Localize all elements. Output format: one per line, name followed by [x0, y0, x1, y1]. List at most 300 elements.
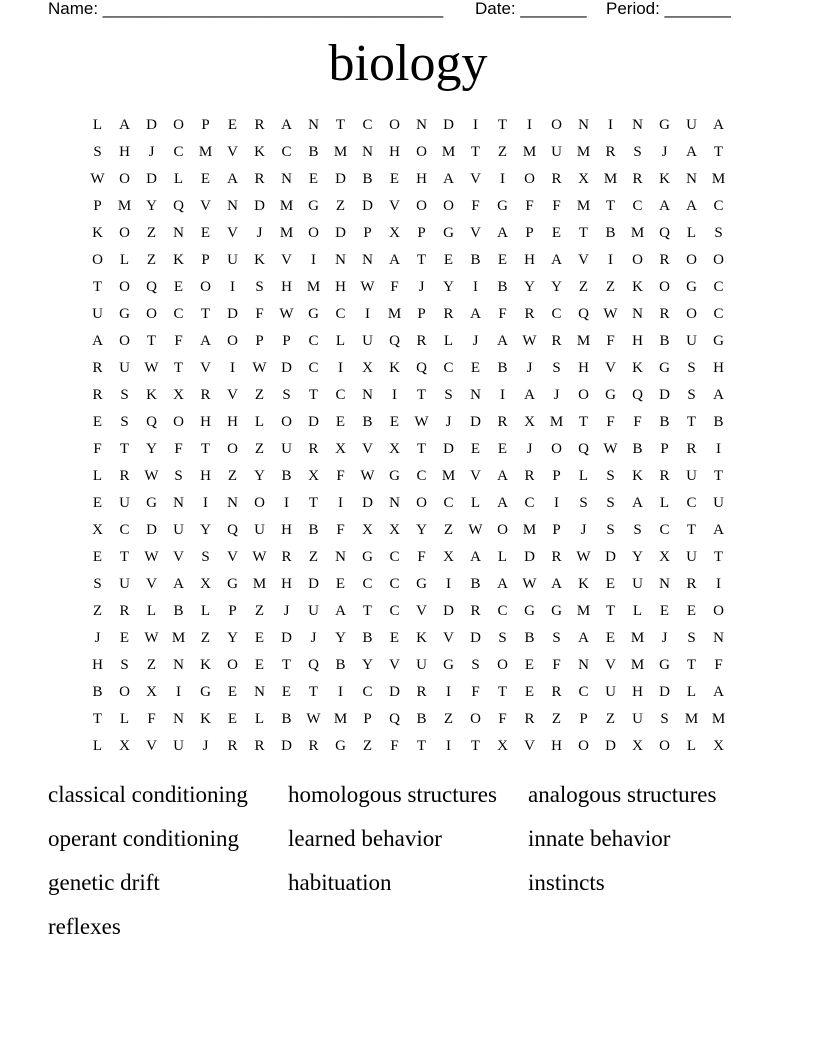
grid-letter: T — [119, 441, 130, 457]
grid-letter: Y — [443, 279, 454, 295]
grid-letter: S — [498, 630, 507, 646]
grid-letter: F — [174, 441, 183, 457]
grid-letter: O — [470, 711, 481, 727]
grid-letter: G — [659, 657, 670, 673]
grid-letter: L — [254, 414, 265, 430]
grid-letter: C — [308, 360, 319, 376]
grid-letter: S — [606, 522, 615, 538]
grid-letter: E — [605, 576, 616, 592]
grid-letter: B — [335, 657, 346, 673]
grid-row — [84, 681, 732, 708]
grid-letter: R — [119, 468, 130, 484]
grid-letter: Y — [200, 522, 211, 538]
word-bank-item: homologous structures — [288, 782, 497, 807]
grid-letter: F — [390, 279, 399, 295]
grid-letter: A — [389, 252, 400, 268]
grid-row — [84, 546, 732, 573]
grid-letter: L — [470, 495, 481, 511]
grid-letter: W — [576, 549, 591, 565]
grid-row — [84, 411, 732, 438]
grid-letter: O — [524, 171, 535, 187]
grid-letter: P — [93, 198, 102, 214]
grid-letter: N — [470, 387, 481, 403]
grid-letter: E — [470, 360, 481, 376]
grid-letter: P — [201, 252, 210, 268]
grid-letter: Z — [254, 603, 265, 619]
grid-letter: F — [471, 684, 480, 700]
grid-letter: V — [605, 360, 616, 376]
grid-letter: S — [471, 657, 480, 673]
page-title: biology — [328, 35, 488, 92]
grid-letter: L — [632, 603, 643, 619]
grid-letter: E — [335, 414, 346, 430]
grid-letter: D — [470, 414, 481, 430]
grid-letter: S — [687, 630, 696, 646]
grid-letter: I — [716, 576, 721, 592]
grid-letter: E — [524, 684, 535, 700]
grid-letter: J — [472, 333, 479, 349]
grid-letter: V — [524, 738, 535, 754]
grid-letter: B — [497, 360, 508, 376]
grid-letter: N — [227, 495, 238, 511]
grid-letter: D — [146, 171, 157, 187]
grid-letter: F — [552, 657, 561, 673]
grid-row — [84, 168, 732, 195]
grid-letter: Q — [389, 711, 400, 727]
grid-letter: Y — [632, 549, 643, 565]
grid-letter: P — [417, 225, 426, 241]
grid-letter: X — [389, 522, 400, 538]
grid-letter: P — [363, 711, 372, 727]
grid-letter: B — [659, 414, 670, 430]
grid-letter: E — [227, 711, 238, 727]
grid-letter: S — [174, 468, 183, 484]
grid-letter: K — [632, 279, 643, 295]
grid-letter: R — [659, 306, 670, 322]
grid-letter: D — [281, 738, 292, 754]
grid-letter: N — [578, 117, 589, 133]
grid-letter: B — [416, 711, 427, 727]
grid-letter: X — [659, 549, 670, 565]
grid-letter: N — [173, 711, 184, 727]
grid-letter: R — [308, 738, 319, 754]
grid-letter: W — [252, 360, 267, 376]
grid-letter: I — [473, 117, 478, 133]
grid-letter: F — [552, 198, 561, 214]
grid-letter: J — [445, 414, 452, 430]
grid-letter: B — [308, 522, 319, 538]
grid-letter: T — [200, 441, 211, 457]
grid-letter: W — [90, 171, 105, 187]
grid-letter: C — [416, 468, 427, 484]
grid-letter: R — [227, 738, 238, 754]
grid-letter: H — [551, 738, 562, 754]
grid-letter: Y — [362, 657, 373, 673]
grid-letter: C — [335, 306, 346, 322]
grid-letter: D — [659, 387, 670, 403]
grid-letter: C — [362, 576, 373, 592]
grid-row — [84, 222, 732, 249]
grid-letter: Y — [146, 441, 157, 457]
grid-letter: C — [443, 360, 454, 376]
grid-letter: C — [443, 495, 454, 511]
grid-letter: F — [417, 549, 426, 565]
grid-letter: V — [200, 360, 211, 376]
grid-letter: D — [308, 414, 319, 430]
grid-letter: A — [713, 522, 724, 538]
grid-letter: A — [497, 495, 508, 511]
grid-letter: J — [526, 360, 533, 376]
grid-letter: T — [119, 549, 130, 565]
grid-letter: N — [173, 657, 184, 673]
grid-letter: I — [446, 684, 451, 700]
grid-row — [84, 654, 732, 681]
grid-letter: Z — [254, 387, 265, 403]
grid-letter: H — [578, 360, 589, 376]
grid-letter: L — [119, 711, 130, 727]
grid-letter: S — [93, 144, 102, 160]
grid-letter: J — [418, 279, 425, 295]
grid-letter: M — [333, 144, 348, 160]
grid-letter: E — [443, 252, 454, 268]
grid-letter: W — [252, 549, 267, 565]
grid-letter: V — [389, 657, 400, 673]
grid-letter: H — [281, 522, 292, 538]
grid-letter: C — [551, 306, 562, 322]
grid-letter: X — [119, 738, 130, 754]
grid-letter: I — [338, 684, 343, 700]
grid-letter: C — [173, 306, 184, 322]
grid-letter: S — [444, 387, 453, 403]
grid-letter: D — [659, 684, 670, 700]
grid-letter: M — [630, 225, 645, 241]
grid-letter: F — [498, 306, 507, 322]
grid-letter: I — [392, 387, 397, 403]
grid-letter: A — [335, 603, 346, 619]
grid-letter: G — [659, 360, 670, 376]
grid-letter: M — [630, 630, 645, 646]
grid-letter: G — [335, 738, 346, 754]
word-bank-item: innate behavior — [528, 826, 671, 851]
word-bank-item: genetic drift — [48, 870, 160, 895]
grid-letter: O — [227, 657, 238, 673]
grid-letter: G — [443, 225, 454, 241]
grid-letter: B — [659, 333, 670, 349]
grid-letter: U — [173, 522, 184, 538]
grid-letter: W — [144, 630, 159, 646]
grid-letter: N — [389, 495, 400, 511]
grid-letter: G — [119, 306, 130, 322]
grid-letter: T — [497, 684, 508, 700]
grid-letter: Z — [92, 603, 103, 619]
grid-letter: X — [443, 549, 454, 565]
grid-letter: O — [119, 684, 130, 700]
grid-letter: P — [201, 117, 210, 133]
grid-letter: E — [389, 171, 400, 187]
grid-letter: C — [173, 144, 184, 160]
grid-letter: C — [362, 684, 373, 700]
grid-letter: D — [281, 630, 292, 646]
grid-letter: B — [173, 603, 184, 619]
grid-letter: Z — [605, 279, 616, 295]
grid-letter: O — [416, 144, 427, 160]
grid-letter: S — [606, 495, 615, 511]
grid-letter: O — [632, 252, 643, 268]
grid-letter: W — [360, 468, 375, 484]
grid-letter: D — [335, 225, 346, 241]
grid-letter: V — [470, 171, 481, 187]
grid-letter: A — [578, 630, 589, 646]
grid-letter: F — [714, 657, 723, 673]
grid-letter: U — [686, 468, 697, 484]
grid-letter: B — [92, 684, 103, 700]
grid-letter: L — [686, 738, 697, 754]
grid-letter: V — [146, 576, 157, 592]
grid-letter: H — [119, 144, 130, 160]
grid-letter: A — [686, 198, 697, 214]
grid-letter: T — [713, 144, 724, 160]
grid-letter: D — [443, 441, 454, 457]
grid-letter: G — [227, 576, 238, 592]
grid-letter: Z — [335, 198, 346, 214]
grid-letter: I — [500, 387, 505, 403]
grid-letter: K — [146, 387, 157, 403]
grid-letter: N — [713, 630, 724, 646]
grid-row — [84, 627, 732, 654]
grid-letter: D — [524, 549, 535, 565]
grid-letter: E — [335, 576, 346, 592]
grid-letter: Q — [146, 279, 157, 295]
grid-letter: S — [120, 387, 129, 403]
grid-letter: E — [524, 657, 535, 673]
grid-letter: N — [632, 306, 643, 322]
grid-letter: Y — [416, 522, 427, 538]
grid-letter: O — [254, 495, 265, 511]
grid-letter: Z — [146, 225, 157, 241]
word-bank-item: learned behavior — [288, 826, 442, 851]
grid-letter: O — [551, 117, 562, 133]
grid-letter: B — [362, 414, 373, 430]
grid-letter: T — [470, 144, 481, 160]
grid-letter: N — [281, 171, 292, 187]
grid-letter: A — [227, 171, 238, 187]
grid-letter: R — [443, 306, 454, 322]
grid-letter: F — [147, 711, 156, 727]
grid-letter: N — [362, 387, 373, 403]
grid-letter: I — [608, 117, 613, 133]
grid-letter: Q — [632, 387, 643, 403]
grid-letter: O — [146, 306, 157, 322]
grid-letter: K — [92, 225, 103, 241]
grid-letter: H — [200, 468, 211, 484]
grid-letter: U — [254, 522, 265, 538]
grid-letter: C — [713, 306, 724, 322]
grid-letter: R — [281, 549, 292, 565]
grid-letter: P — [660, 441, 669, 457]
grid-letter: E — [551, 225, 562, 241]
grid-letter: M — [171, 630, 186, 646]
grid-letter: B — [605, 225, 616, 241]
grid-letter: C — [389, 603, 400, 619]
grid-letter: R — [686, 441, 697, 457]
grid-letter: A — [497, 576, 508, 592]
grid-letter: T — [335, 117, 346, 133]
grid-letter: G — [308, 198, 319, 214]
grid-letter: E — [92, 495, 103, 511]
grid-letter: O — [92, 252, 103, 268]
grid-letter: U — [119, 495, 130, 511]
grid-letter: O — [389, 117, 400, 133]
grid-letter: V — [578, 252, 589, 268]
grid-letter: T — [308, 387, 319, 403]
grid-letter: E — [470, 441, 481, 457]
grid-row — [84, 330, 732, 357]
grid-letter: O — [416, 495, 427, 511]
grid-letter: B — [308, 144, 319, 160]
grid-row — [84, 573, 732, 600]
grid-letter: N — [632, 117, 643, 133]
grid-letter: S — [552, 630, 561, 646]
grid-letter: R — [416, 684, 427, 700]
grid-letter: J — [580, 522, 587, 538]
grid-letter: B — [281, 711, 292, 727]
grid-letter: S — [201, 549, 210, 565]
grid-letter: H — [713, 360, 724, 376]
grid-letter: M — [306, 279, 321, 295]
grid-letter: P — [255, 333, 264, 349]
grid-letter: M — [522, 522, 537, 538]
grid-row — [84, 708, 732, 735]
grid-letter: K — [632, 360, 643, 376]
grid-letter: H — [416, 171, 427, 187]
grid-letter: Q — [659, 225, 670, 241]
grid-letter: K — [416, 630, 427, 646]
grid-letter: S — [579, 495, 588, 511]
grid-letter: L — [578, 468, 589, 484]
period-field: Period: _______ — [606, 0, 731, 18]
grid-letter: I — [203, 495, 208, 511]
grid-letter: N — [173, 495, 184, 511]
grid-letter: T — [173, 360, 184, 376]
grid-letter: I — [365, 306, 370, 322]
grid-letter: Q — [308, 657, 319, 673]
grid-letter: X — [92, 522, 103, 538]
grid-letter: P — [552, 468, 561, 484]
grid-letter: D — [146, 117, 157, 133]
grid-letter: T — [713, 468, 724, 484]
grid-letter: L — [686, 225, 697, 241]
grid-letter: U — [551, 144, 562, 160]
grid-letter: P — [282, 333, 291, 349]
grid-letter: M — [576, 333, 591, 349]
grid-letter: G — [686, 279, 697, 295]
grid-letter: N — [227, 198, 238, 214]
grid-letter: V — [200, 198, 211, 214]
grid-letter: U — [308, 603, 319, 619]
grid-letter: O — [416, 198, 427, 214]
grid-letter: E — [227, 117, 238, 133]
grid-letter: O — [686, 306, 697, 322]
grid-letter: K — [173, 252, 184, 268]
grid-letter: I — [230, 360, 235, 376]
grid-letter: M — [387, 306, 402, 322]
worksheet-header — [48, 0, 748, 20]
grid-letter: O — [551, 441, 562, 457]
grid-letter: B — [713, 414, 724, 430]
grid-letter: X — [578, 171, 589, 187]
grid-letter: E — [200, 225, 211, 241]
grid-letter: A — [659, 198, 670, 214]
grid-letter: Y — [524, 279, 535, 295]
grid-letter: P — [552, 522, 561, 538]
grid-letter: R — [551, 549, 562, 565]
grid-letter: D — [470, 630, 481, 646]
grid-letter: M — [279, 198, 294, 214]
grid-letter: S — [606, 468, 615, 484]
grid-letter: G — [389, 468, 400, 484]
grid-letter: X — [362, 522, 373, 538]
grid-letter: D — [362, 495, 373, 511]
grid-row — [84, 195, 732, 222]
grid-letter: H — [92, 657, 103, 673]
grid-letter: R — [686, 576, 697, 592]
grid-letter: S — [282, 387, 291, 403]
grid-row — [84, 276, 732, 303]
grid-letter: O — [173, 117, 184, 133]
grid-letter: B — [362, 630, 373, 646]
grid-letter: A — [713, 684, 724, 700]
grid-row — [84, 303, 732, 330]
grid-letter: J — [526, 441, 533, 457]
grid-letter: Z — [443, 522, 454, 538]
grid-letter: Y — [227, 630, 238, 646]
grid-letter: Z — [362, 738, 373, 754]
grid-letter: H — [632, 333, 643, 349]
grid-letter: I — [176, 684, 181, 700]
grid-letter: U — [605, 684, 616, 700]
grid-letter: R — [524, 306, 535, 322]
grid-letter: M — [576, 198, 591, 214]
grid-letter: C — [524, 495, 535, 511]
grid-letter: L — [119, 252, 130, 268]
grid-letter: V — [362, 441, 373, 457]
grid-letter: R — [659, 252, 670, 268]
grid-letter: P — [228, 603, 237, 619]
grid-letter: R — [254, 117, 265, 133]
grid-letter: M — [549, 414, 564, 430]
grid-letter: E — [686, 603, 697, 619]
grid-letter: H — [335, 279, 346, 295]
grid-letter: T — [605, 603, 616, 619]
grid-letter: Q — [146, 414, 157, 430]
grid-letter: Y — [254, 468, 265, 484]
date-field: Date: _______ — [475, 0, 587, 18]
grid-letter: O — [578, 738, 589, 754]
grid-letter: A — [713, 117, 724, 133]
grid-letter: U — [632, 576, 643, 592]
grid-letter: X — [362, 360, 373, 376]
grid-letter: U — [281, 441, 292, 457]
grid-letter: C — [713, 279, 724, 295]
grid-letter: R — [605, 144, 616, 160]
grid-letter: G — [605, 387, 616, 403]
grid-letter: E — [497, 441, 508, 457]
grid-letter: Y — [146, 198, 157, 214]
grid-letter: L — [92, 117, 103, 133]
grid-letter: T — [416, 441, 427, 457]
grid-letter: A — [686, 144, 697, 160]
grid-letter: N — [308, 117, 319, 133]
